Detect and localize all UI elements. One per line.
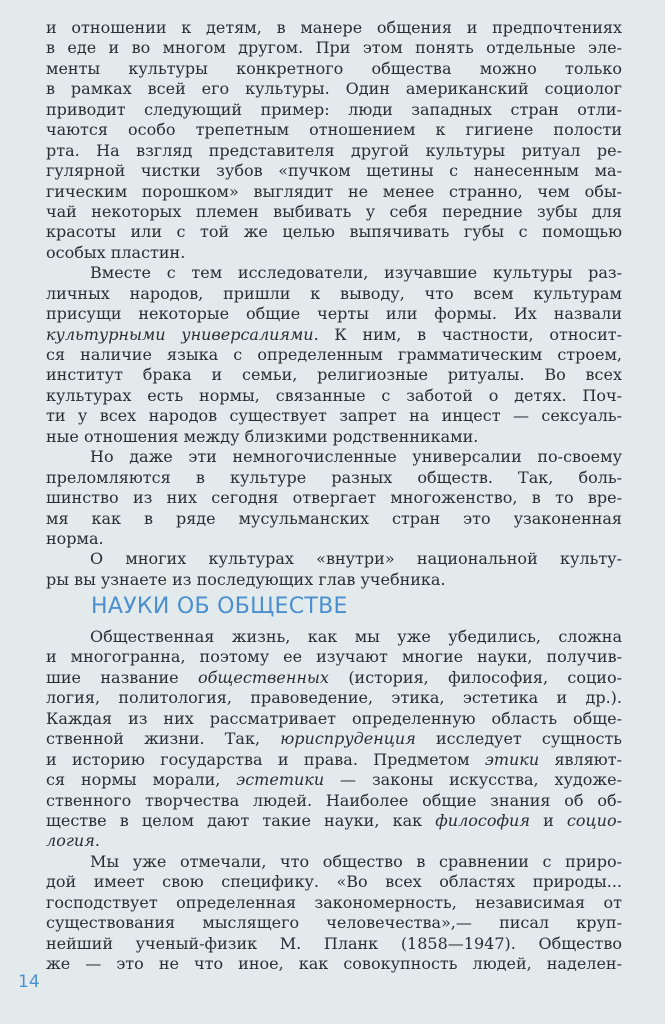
text-segment: господствует определенная закономерность, независимая от <box>46 892 622 912</box>
text-line <box>46 18 622 38</box>
text-line <box>46 386 622 406</box>
text-segment: особых пластин. <box>46 242 186 262</box>
italic-term: этики <box>484 749 540 769</box>
section-heading: НАУКИ ОБ ОБЩЕСТВЕ <box>91 594 348 619</box>
text-line <box>46 954 622 974</box>
text-segment: чаются особо трепетным отношением к гигиене полости <box>46 120 622 140</box>
text-segment: ти у всех народов существует запрет на инцест — сексуаль- <box>46 406 622 426</box>
text-line <box>46 161 622 181</box>
text-segment: нейший ученый-физик М. Планк (1858—1947). Общество <box>46 933 622 953</box>
text-line <box>46 263 622 283</box>
text-line <box>46 243 622 263</box>
text-segment: чай некоторых племен выбивать у себя передние зубы для <box>46 201 622 221</box>
italic-term: общественных <box>198 667 329 687</box>
text-line <box>46 647 622 667</box>
text-segment: являют- <box>539 749 622 769</box>
text-line <box>46 750 622 770</box>
text-line <box>46 325 622 345</box>
text-segment: ственной жизни. Так, <box>46 729 281 749</box>
text-line <box>46 222 622 242</box>
text-line <box>46 709 622 729</box>
text-line <box>46 38 622 58</box>
text-segment: существования мыслящего человечества»,— писал круп- <box>46 913 622 933</box>
text-line <box>46 447 622 467</box>
text-segment: менты культуры конкретного общества можно только <box>46 58 622 78</box>
text-segment: красоты или с той же целью выпячивать губы с помощью <box>46 222 622 242</box>
text-segment: преломляются в культуре разных обществ. Так, боль- <box>46 467 622 487</box>
text-line <box>46 831 622 851</box>
text-line <box>46 688 622 708</box>
text-segment: — законы искусства, художе- <box>324 770 622 790</box>
text-line <box>46 893 622 913</box>
text-segment: в рамках всей его культуры. Один американский социолог <box>46 79 622 99</box>
italic-term: юриспруденция <box>280 729 416 749</box>
italic-term: эстетики <box>236 770 325 790</box>
text-line <box>46 791 622 811</box>
text-line <box>46 729 622 749</box>
body-text-top <box>46 18 622 590</box>
text-segment: и <box>529 810 567 830</box>
text-line <box>46 345 622 365</box>
text-segment: приводит следующий пример: люди западных стран отли- <box>46 99 622 119</box>
text-line <box>46 141 622 161</box>
text-segment: норма. <box>46 528 104 548</box>
text-segment: же — это не что иное, как совокупность людей, наделен- <box>46 954 622 973</box>
text-segment: мя как в ряде мусульманских стран это узаконенная <box>46 508 622 528</box>
text-segment: логия, политология, правоведение, этика, эстетика и др.). <box>46 688 622 708</box>
text-line <box>46 304 622 324</box>
text-segment: Каждая из них рассматривает определенную область обще- <box>46 708 622 728</box>
text-segment: ществе в целом дают такие науки, как <box>46 810 436 830</box>
text-segment: ные отношения между близкими родственниками. <box>46 426 479 446</box>
italic-term: культурными универсалиями <box>46 324 314 344</box>
text-line <box>46 120 622 140</box>
italic-term: философия <box>435 810 530 830</box>
text-line <box>46 182 622 202</box>
text-line <box>46 570 622 590</box>
text-line <box>46 934 622 954</box>
text-segment: институт брака и семьи, религиозные ритуалы. Во всех <box>46 365 622 385</box>
text-segment: личных народов, пришли к выводу, что всем культурам <box>46 283 622 303</box>
text-segment: О многих культурах «внутри» национальной культу- <box>90 549 622 569</box>
text-line <box>46 468 622 488</box>
text-segment: ся нормы морали, <box>46 770 237 790</box>
text-line <box>46 100 622 120</box>
text-segment: шинство из них сегодня отвергает многоженство, в то вре- <box>46 488 622 508</box>
text-segment: и историю государства и права. Предметом <box>46 749 485 769</box>
text-segment: рта. На взгляд представителя другой культуры ритуал ре- <box>46 140 622 160</box>
text-segment: культурах есть нормы, связанные с заботой о детях. Поч- <box>46 385 622 405</box>
text-segment: и отношении к детям, в манере общения и предпочтениях <box>46 18 622 37</box>
text-segment: присущи некоторые общие черты или формы. Их назвали <box>46 304 622 324</box>
text-line <box>46 365 622 385</box>
text-line <box>46 668 622 688</box>
text-line <box>46 406 622 426</box>
text-segment: шие название <box>46 667 199 687</box>
text-segment: ры вы узнаете из последующих глав учебника. <box>46 569 446 589</box>
text-line <box>46 202 622 222</box>
text-segment: . К ним, в частности, относит- <box>313 324 623 344</box>
text-line <box>46 913 622 933</box>
text-line <box>46 509 622 529</box>
text-segment: исследует сущность <box>415 729 622 749</box>
text-line <box>46 549 622 569</box>
italic-term: логия <box>46 831 95 851</box>
text-segment: дой имеет свою специфику. «Во всех областях природы... <box>46 872 622 892</box>
text-line <box>46 284 622 304</box>
text-line <box>46 79 622 99</box>
text-line <box>46 852 622 872</box>
text-line <box>46 770 622 790</box>
italic-term: социо- <box>566 810 623 830</box>
text-segment: Но даже эти немногочисленные универсалии по-своему <box>90 447 622 467</box>
page-number: 14 <box>18 972 40 992</box>
text-line <box>46 488 622 508</box>
text-segment: гулярной чистки зубов «пучком щетины с нанесенным ма- <box>46 161 622 181</box>
text-line <box>46 59 622 79</box>
text-line <box>46 427 622 447</box>
text-segment: . <box>94 831 100 851</box>
text-line <box>46 529 622 549</box>
text-line <box>46 811 622 831</box>
text-segment: ственного творчества людей. Наиболее общие знания об об- <box>46 790 622 810</box>
text-segment: ся наличие языка с определенным грамматическим строем, <box>46 345 622 364</box>
text-segment: (история, философия, социо- <box>328 667 623 687</box>
text-line <box>46 627 622 647</box>
text-segment: и многогранна, поэтому ее изучают многие науки, получив- <box>46 647 622 667</box>
text-line <box>46 872 622 892</box>
text-segment: Мы уже отмечали, что общество в сравнении с приро- <box>90 851 622 871</box>
body-text-bottom <box>46 627 622 974</box>
text-segment: в еде и во многом другом. При этом понять отдельные эле- <box>46 38 622 58</box>
text-segment: Общественная жизнь, как мы уже убедились, сложна <box>90 627 622 646</box>
text-segment: Вместе с тем исследователи, изучавшие культуры раз- <box>90 263 622 283</box>
text-segment: гическим порошком» выглядит не менее странно, чем обы- <box>46 181 622 201</box>
